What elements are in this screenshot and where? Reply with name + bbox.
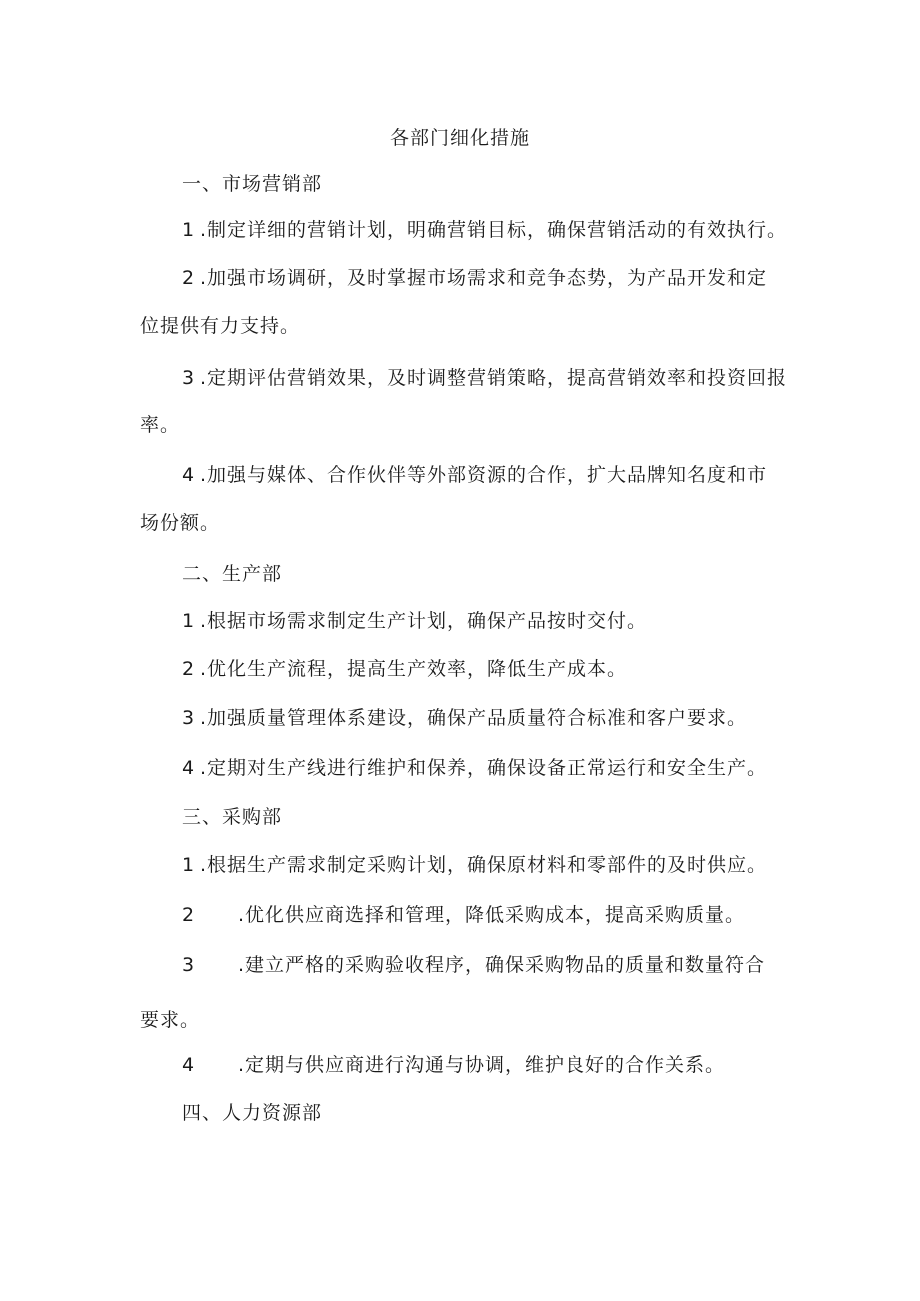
item-text: .根据生产需求制定采购计划，确保原材料和零部件的及时供应。: [200, 854, 768, 876]
list-item: [182, 218, 787, 242]
item-number: 1: [182, 854, 196, 876]
item-number: 3: [182, 707, 196, 729]
item-number: 1: [182, 219, 196, 241]
list-item: [182, 1053, 725, 1077]
list-item: [182, 953, 765, 977]
item-number: 3: [182, 954, 196, 976]
item-number: 1: [182, 610, 196, 632]
item-text: .根据市场需求制定生产计划，确保产品按时交付。: [200, 610, 648, 632]
item-text: .制定详细的营销计划，明确营销目标，确保营销活动的有效执行。: [200, 219, 788, 241]
item-number: 3: [182, 367, 196, 389]
item-number: 2: [182, 658, 196, 680]
item-text: .定期与供应商进行沟通与协调，维护良好的合作关系。: [238, 1054, 726, 1076]
item-text-continuation: 位提供有力支持。: [140, 315, 301, 337]
item-number: 2: [182, 267, 196, 289]
section-heading-purchasing: 三、采购部: [182, 806, 283, 828]
item-text-continuation: 率。: [140, 414, 181, 436]
list-item: [182, 756, 767, 780]
item-text: .加强与媒体、合作伙伴等外部资源的合作，扩大品牌知名度和市: [200, 464, 768, 486]
section-heading-production: 二、生产部: [182, 563, 283, 585]
item-text: .定期评估营销效果，及时调整营销策略，提高营销效率和投资回报: [200, 367, 788, 389]
item-text: .建立严格的采购验收程序，确保采购物品的质量和数量符合: [238, 954, 766, 976]
list-item: [182, 266, 767, 290]
list-item: [182, 853, 767, 877]
list-item: [182, 463, 767, 487]
list-item: [182, 706, 747, 730]
item-text-continuation: 要求。: [140, 1009, 201, 1031]
item-number: 2: [182, 904, 196, 926]
list-item: [182, 657, 627, 681]
item-text: .优化生产流程，提高生产效率，降低生产成本。: [200, 658, 628, 680]
item-text: .优化供应商选择和管理，降低采购成本，提高采购质量。: [238, 904, 746, 926]
page-title: 各部门细化措施: [389, 127, 530, 149]
list-item: [182, 903, 745, 927]
section-heading-marketing: 一、市场营销部: [182, 173, 323, 195]
list-item: [182, 609, 647, 633]
item-text-continuation: 场份额。: [140, 512, 221, 534]
item-text: .定期对生产线进行维护和保养，确保设备正常运行和安全生产。: [200, 757, 768, 779]
list-item: [182, 366, 787, 390]
item-number: 4: [182, 757, 196, 779]
item-number: 4: [182, 464, 196, 486]
item-number: 4: [182, 1054, 196, 1076]
section-heading-hr: 四、人力资源部: [182, 1102, 323, 1124]
item-text: .加强质量管理体系建设，确保产品质量符合标准和客户要求。: [200, 707, 748, 729]
item-text: .加强市场调研，及时掌握市场需求和竞争态势，为产品开发和定: [200, 267, 768, 289]
